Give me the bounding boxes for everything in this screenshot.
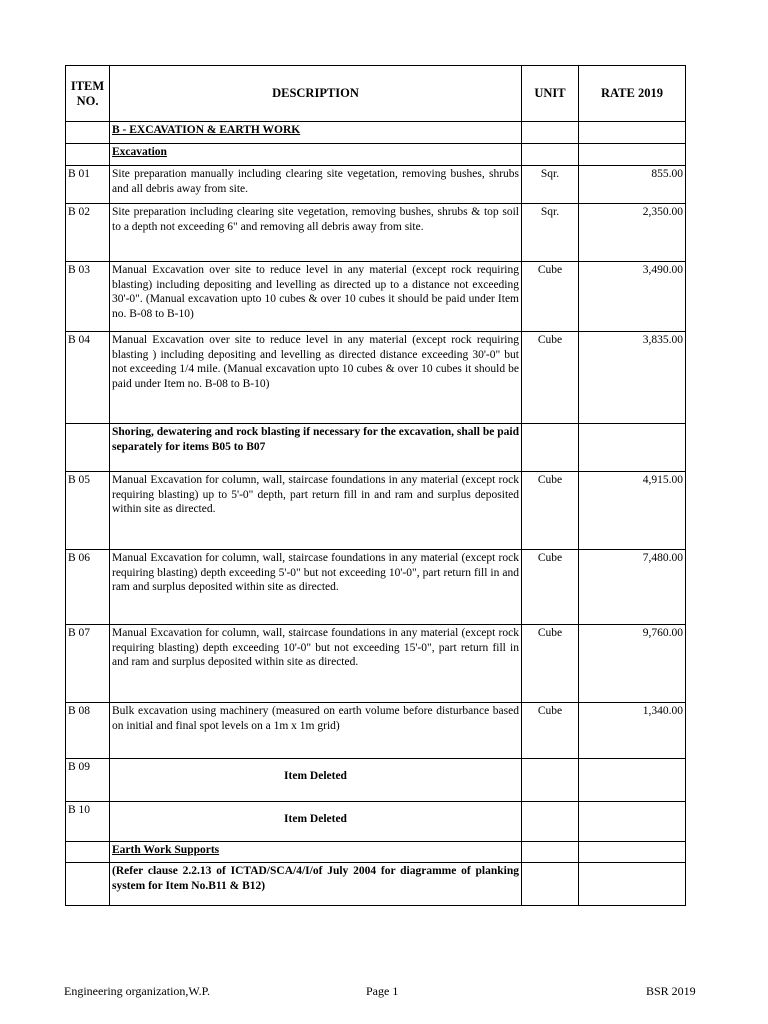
rates-table [65, 65, 686, 906]
item-rate: 3,835.00 [579, 332, 686, 424]
table-row [66, 204, 686, 262]
item-unit: Sqr. [522, 166, 579, 204]
subsection-excavation: Excavation [110, 144, 522, 166]
item-rate: 2,350.00 [579, 204, 686, 262]
item-unit: Cube [522, 472, 579, 550]
table-row [66, 625, 686, 703]
item-code: B 08 [66, 703, 110, 759]
footer-page-number: Page 1 [366, 984, 399, 998]
item-unit: Cube [522, 625, 579, 703]
subsection-earthwork: Earth Work Supports [110, 842, 522, 863]
shoring-note: Shoring, dewatering and rock blasting if necessary for the excavation, shall be paid separately for items B05 to B07 [110, 424, 522, 472]
header-item-no: ITEM NO. [66, 66, 110, 122]
item-code: B 05 [66, 472, 110, 550]
item-code: B 10 [66, 802, 110, 842]
item-description: Site preparation including clearing site vegetation, removing bushes, shrubs & top soil to a depth not exceeding 6" and removing all debris away from site. [110, 204, 522, 262]
item-rate: 3,490.00 [579, 262, 686, 332]
shoring-note-row [66, 424, 686, 472]
table-row [66, 703, 686, 759]
item-unit: Sqr. [522, 204, 579, 262]
section-row [66, 122, 686, 144]
item-rate: 855.00 [579, 166, 686, 204]
item-unit: Cube [522, 332, 579, 424]
header-row [66, 66, 686, 122]
item-unit: Cube [522, 262, 579, 332]
section-title: B - EXCAVATION & EARTH WORK [110, 122, 522, 144]
item-rate: 7,480.00 [579, 550, 686, 625]
item-description: Manual Excavation over site to reduce level in any material (except rock requiring blasting ) including depositing and levelling as directed distance exceeding 30'-0" but not exceeding 1/4 mile. (Manual excavation upto 10 cubes & over 10 cubes it should be paid under Item no. B-08 to B-10) [110, 332, 522, 424]
item-rate: 4,915.00 [579, 472, 686, 550]
item-code: B 03 [66, 262, 110, 332]
table-row [66, 472, 686, 550]
item-code: B 02 [66, 204, 110, 262]
item-code: B 01 [66, 166, 110, 204]
table-row [66, 262, 686, 332]
item-description: Bulk excavation using machinery (measured on earth volume before disturbance based on initial and final spot levels on a 1m x 1m grid) [110, 703, 522, 759]
item-deleted-label: Item Deleted [284, 770, 347, 782]
item-code: B 09 [66, 759, 110, 802]
item-description: Manual Excavation over site to reduce level in any material (except rock requiring blasting) including depositing and levelling as directed up to a distance not exceeding 30'-0". (Manual excavation upto 10 cubes & over 10 cubes it should be paid under Item no. B-08 to B-10) [110, 262, 522, 332]
header-rate: RATE 2019 [579, 66, 686, 122]
subsection-row [66, 144, 686, 166]
refer-note: (Refer clause 2.2.13 of ICTAD/SCA/4/I/of July 2004 for diagramme of planking system for Item No.B11 & B12) [110, 863, 522, 906]
header-description: DESCRIPTION [110, 66, 522, 122]
header-unit: UNIT [522, 66, 579, 122]
footer-document-code: BSR 2019 [646, 984, 696, 998]
footer-organization: Engineering organization,W.P. [64, 984, 210, 998]
table-row [66, 166, 686, 204]
subsection-row [66, 842, 686, 863]
item-code: B 07 [66, 625, 110, 703]
item-deleted-label: Item Deleted [284, 813, 347, 825]
item-description: Manual Excavation for column, wall, staircase foundations in any material (except rock requiring blasting) up to 5'-0" depth, part return fill in and ram and surplus deposited within site as directed. [110, 472, 522, 550]
item-description: Manual Excavation for column, wall, staircase foundations in any material (except rock requiring blasting) depth exceeding 10'-0" but not exceeding 15'-0", part return fill in and ram and surplus deposited within site as directed. [110, 625, 522, 703]
item-description: Manual Excavation for column, wall, staircase foundations in any material (except rock requiring blasting) depth exceeding 5'-0" but not exceeding 10'-0", part return fill in and ram and surplus deposited within site as directed. [110, 550, 522, 625]
refer-note-row [66, 863, 686, 906]
item-rate: 9,760.00 [579, 625, 686, 703]
item-unit: Cube [522, 703, 579, 759]
table-row [66, 332, 686, 424]
item-unit: Cube [522, 550, 579, 625]
item-code: B 04 [66, 332, 110, 424]
table-row [66, 759, 686, 802]
table-row [66, 550, 686, 625]
item-rate: 1,340.00 [579, 703, 686, 759]
item-code: B 06 [66, 550, 110, 625]
table-row [66, 802, 686, 842]
item-description: Site preparation manually including clearing site vegetation, removing bushes, shrubs and all debris away from site. [110, 166, 522, 204]
